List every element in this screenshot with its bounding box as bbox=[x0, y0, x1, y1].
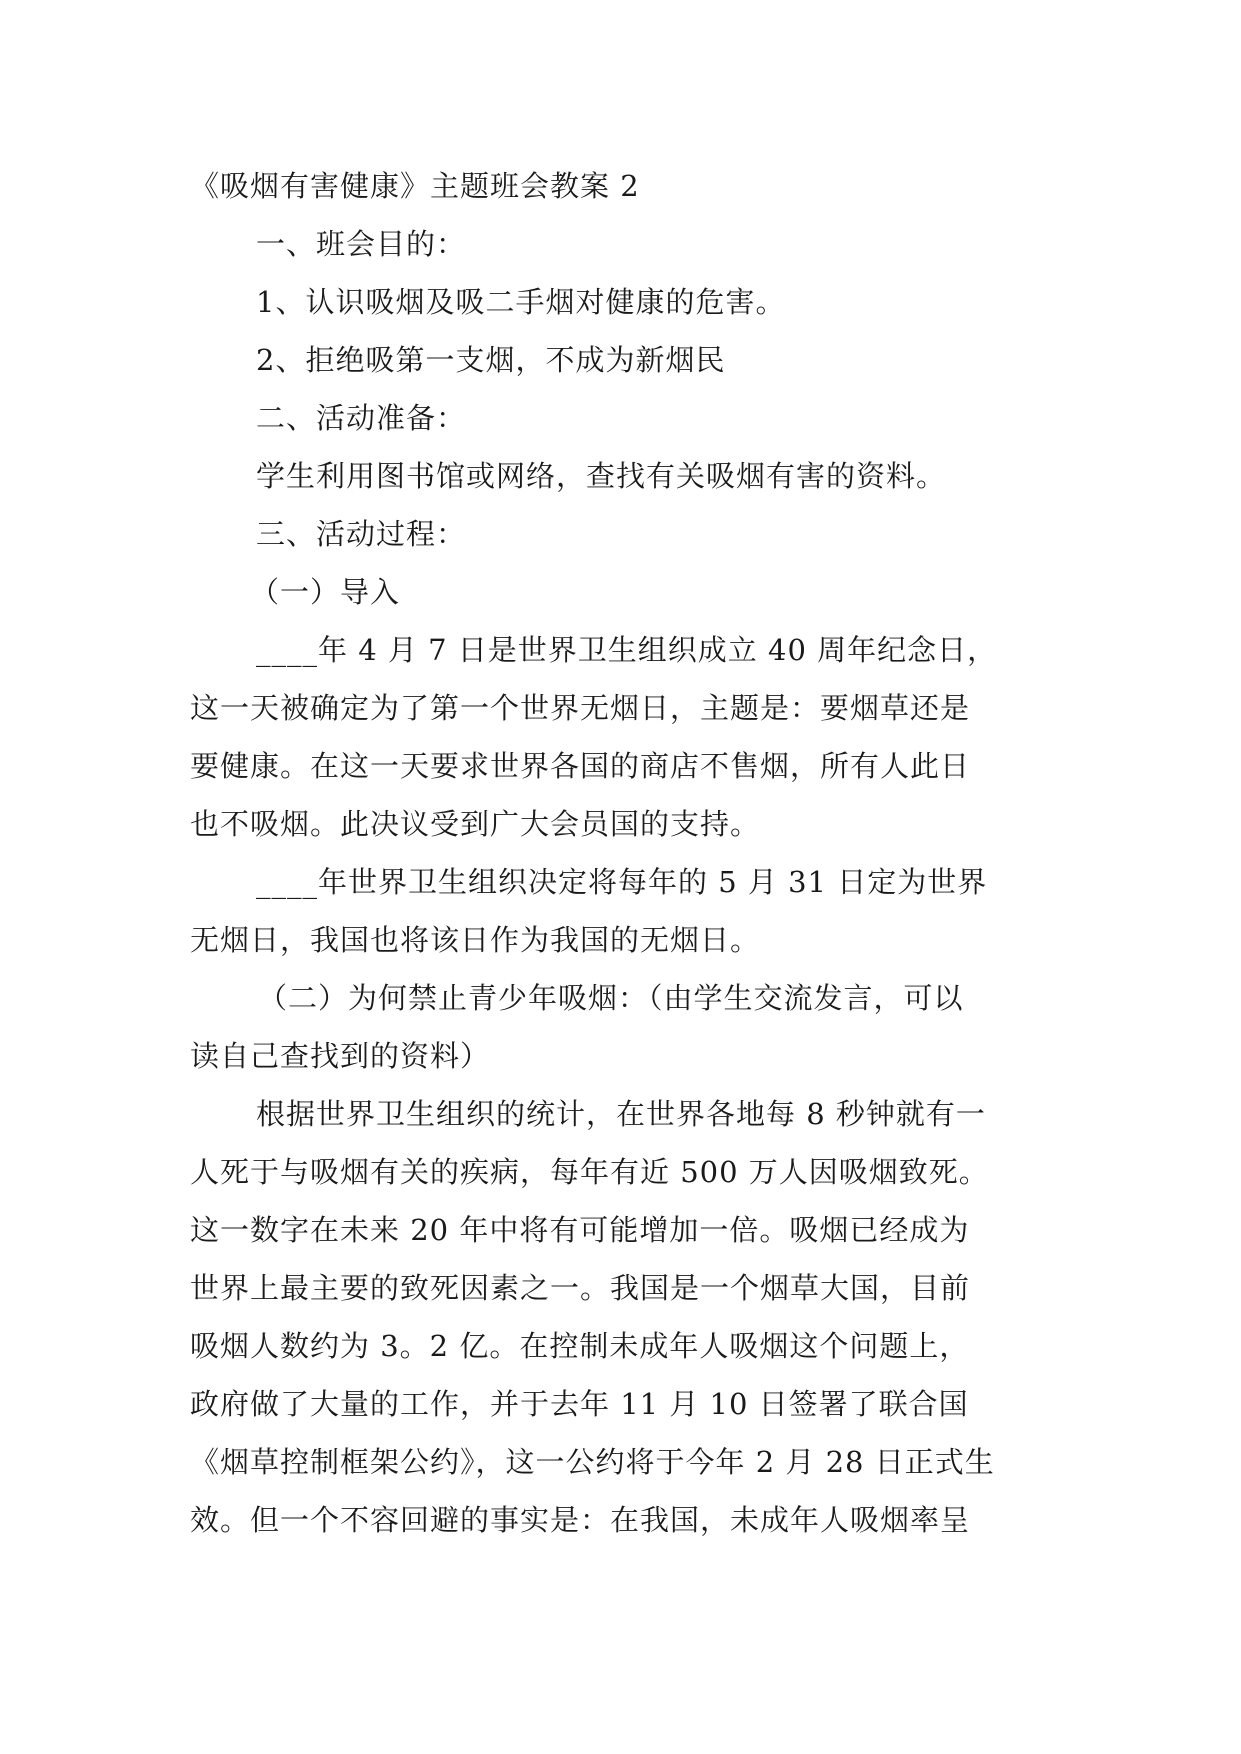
document-title: 《吸烟有害健康》主题班会教案 2 bbox=[190, 169, 640, 203]
activity-prep-text: 学生利用图书馆或网络，查找有关吸烟有害的资料。 bbox=[256, 459, 947, 493]
paragraph-line: ____年 4 月 7 日是世界卫生组织成立 40 周年纪念日， bbox=[256, 633, 998, 667]
paragraph-line: 世界上最主要的致死因素之一。我国是一个烟草大国，目前 bbox=[190, 1271, 971, 1305]
paragraph-line: 根据世界卫生组织的统计，在世界各地每 8 秒钟就有一 bbox=[256, 1097, 986, 1131]
paragraph-line: 人死于与吸烟有关的疾病，每年有近 500 万人因吸烟致死。 bbox=[190, 1155, 989, 1189]
paragraph-line: 《烟草控制框架公约》，这一公约将于今年 2 月 28 日正式生 bbox=[190, 1445, 995, 1479]
goal-item-1: 1、认识吸烟及吸二手烟对健康的危害。 bbox=[256, 285, 786, 319]
paragraph-line: ____年世界卫生组织决定将每年的 5 月 31 日定为世界 bbox=[256, 865, 988, 899]
paragraph-line: 这一天被确定为了第一个世界无烟日，主题是：要烟草还是 bbox=[190, 691, 971, 725]
subheading-why-ban: （二）为何禁止青少年吸烟：（由学生交流发言，可以 bbox=[258, 981, 964, 1015]
paragraph-line: 吸烟人数约为 3。2 亿。在控制未成年人吸烟这个问题上， bbox=[190, 1329, 970, 1363]
paragraph-line: 这一数字在未来 20 年中将有可能增加一倍。吸烟已经成为 bbox=[190, 1213, 970, 1247]
paragraph-line: 效。但一个不容回避的事实是：在我国，未成年人吸烟率呈 bbox=[190, 1503, 971, 1537]
goal-item-2: 2、拒绝吸第一支烟，不成为新烟民 bbox=[256, 343, 726, 377]
paragraph-line: 要健康。在这一天要求世界各国的商店不售烟，所有人此日 bbox=[190, 749, 971, 783]
heading-activity-process: 三、活动过程： bbox=[256, 517, 467, 551]
heading-class-goals: 一、班会目的： bbox=[256, 227, 467, 261]
paragraph-line: 无烟日，我国也将该日作为我国的无烟日。 bbox=[190, 923, 761, 957]
heading-activity-prep: 二、活动准备： bbox=[256, 401, 467, 435]
paragraph-line: 政府做了大量的工作，并于去年 11 月 10 日签署了联合国 bbox=[190, 1387, 969, 1421]
subheading-introduction: （一）导入 bbox=[250, 575, 401, 609]
paragraph-line: 也不吸烟。此决议受到广大会员国的支持。 bbox=[190, 807, 761, 841]
paragraph-line: 读自己查找到的资料） bbox=[190, 1039, 491, 1073]
